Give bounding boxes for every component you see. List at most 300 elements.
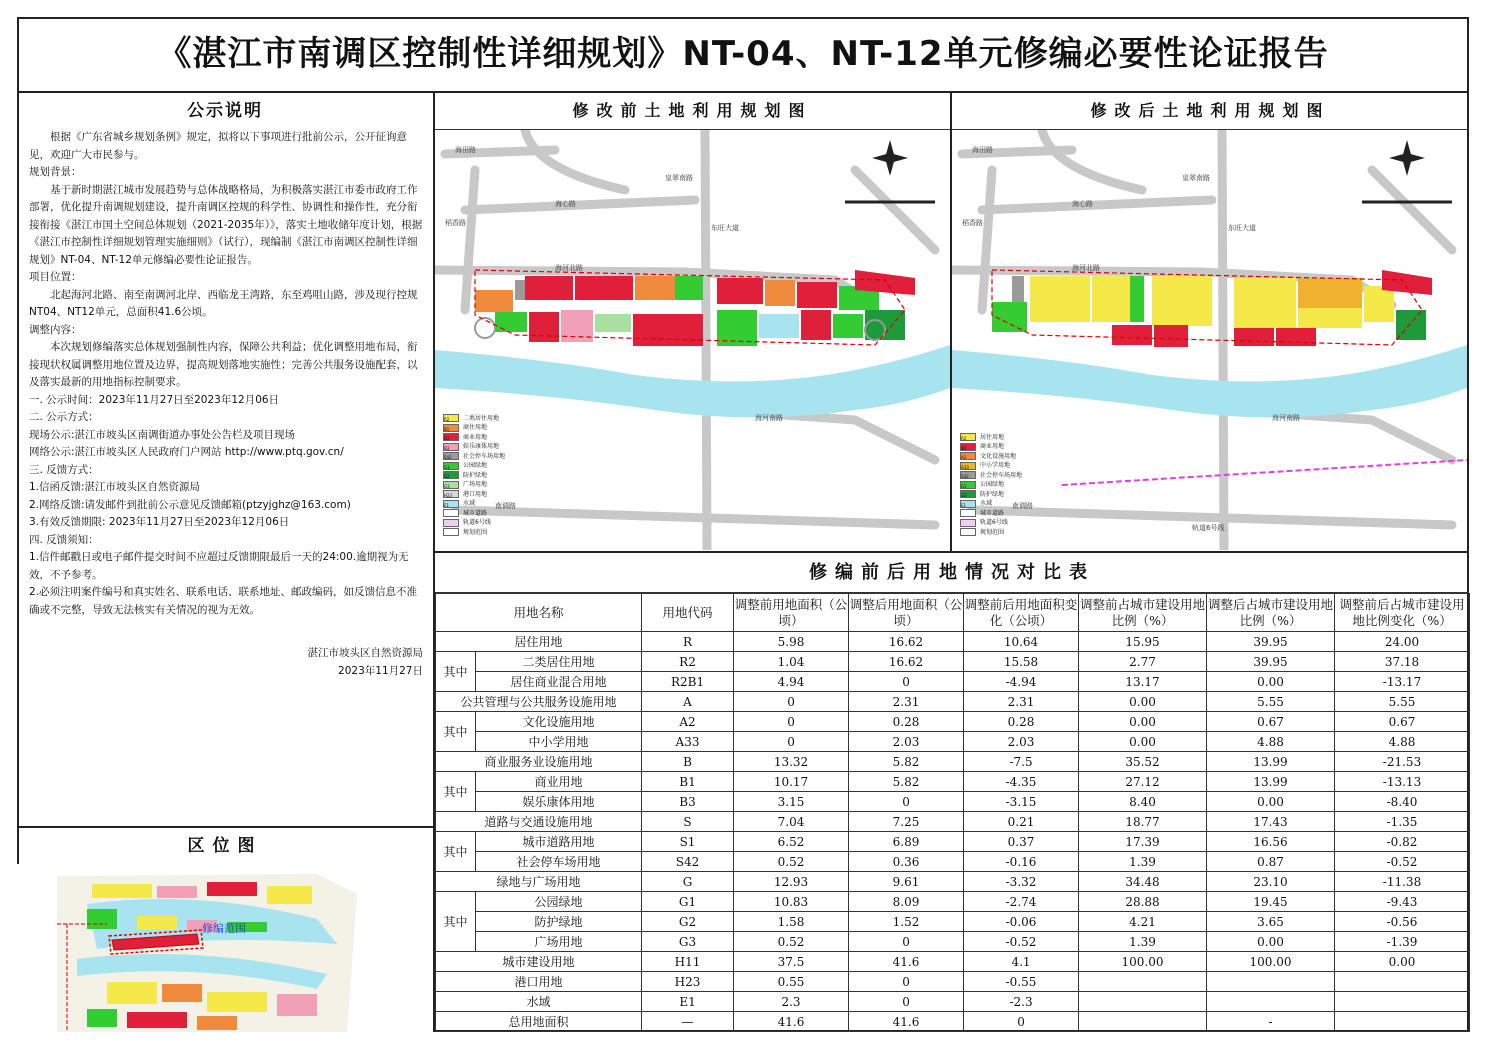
value-cell: 0.28 [849,712,964,732]
left-column [17,93,435,1032]
legend-label: 城市道路 [980,509,1005,517]
value-cell [1079,972,1207,992]
legend-swatch: E1 [960,500,976,508]
value-cell: 8.09 [849,892,964,912]
legend-item [960,480,1022,490]
land-use-name: 总用地面积 [436,1012,642,1032]
value-cell: 0.00 [1335,952,1470,972]
legend-label: 港口用地 [463,490,488,498]
legend-item [443,471,505,481]
legend-swatch [960,519,976,527]
legend-swatch: G1 [443,462,459,470]
value-cell: 2.3 [734,992,849,1012]
value-cell: -3.32 [964,872,1079,892]
comparison-table [435,593,1470,1032]
legend-label: 公园绿地 [463,462,488,469]
legend-item [443,452,505,462]
value-cell: -3.15 [964,792,1079,812]
land-use-code: — [642,1012,734,1032]
legend-swatch: A33 [960,462,976,470]
value-cell: 16.56 [1207,832,1335,852]
sub-group-label: 其中 [436,712,476,752]
legend-label: 中小学用地 [980,462,1011,469]
value-cell: 4.1 [964,952,1079,972]
table-row [436,832,1470,852]
table-row [436,672,1470,692]
legend-swatch: B1 [443,424,459,432]
table-header-cell: 用地代码 [642,594,734,632]
value-cell: 0.37 [964,832,1079,852]
legend-item [960,461,1022,471]
legend-swatch: A2 [960,452,976,460]
legend-item [443,490,505,500]
legend-item [960,442,1022,452]
land-use-name: 道路与交通设施用地 [436,812,642,832]
legend-swatch: B1 [960,443,976,451]
land-use-code: A33 [642,732,734,752]
road-label: 南调路 [1012,502,1033,510]
value-cell: 7.04 [734,812,849,832]
legend-swatch: G3 [443,481,459,489]
notice-paragraph: 现场公示:湛江市坡头区南调街道办事处公告栏及项目现场 [29,428,296,441]
value-cell: 13.17 [1079,672,1207,692]
road-label: 东旺大道 [1228,224,1256,232]
road-label: 南调路 [495,502,516,510]
legend-label: 规划范围 [980,528,1005,536]
land-use-name: 文化设施用地 [476,712,642,732]
value-cell: -1.39 [1335,932,1470,952]
value-cell: 15.58 [964,652,1079,672]
road-label: 海河南路 [1272,414,1300,422]
value-cell: -13.13 [1335,772,1470,792]
legend-label: 商业用地 [980,443,1005,450]
legend-label: 商业用地 [463,433,488,441]
value-cell: 4.88 [1207,732,1335,752]
legend-item [960,471,1022,481]
legend-item [960,509,1022,519]
legend-item [443,518,505,528]
value-cell: 10.17 [734,772,849,792]
legend-label: 公园绿地 [980,481,1005,488]
value-cell: 0.00 [1207,792,1335,812]
legend-item [960,518,1022,528]
value-cell: 4.94 [734,672,849,692]
notice-body [17,129,433,619]
value-cell: 41.6 [849,1012,964,1032]
legend-item [960,433,1022,443]
legend-item [443,528,505,538]
value-cell: -21.53 [1335,752,1470,772]
land-use-code: S1 [642,832,734,852]
sub-group-label: 其中 [436,772,476,812]
sub-group-label: 其中 [436,652,476,692]
land-use-code: G2 [642,912,734,932]
value-cell: 2.03 [964,732,1079,752]
legend-label: 社会停车场用地 [463,452,506,460]
land-use-name: 城市建设用地 [436,952,642,972]
value-cell: 4.21 [1079,912,1207,932]
legend-label: 商住用地 [463,424,488,431]
table-row [436,772,1470,792]
value-cell: 34.48 [1079,872,1207,892]
value-cell: 39.95 [1207,632,1335,652]
land-use-code: S42 [642,852,734,872]
table-row [436,692,1470,712]
notice-paragraph: 2.网络反馈:请发邮件到批前公示意见反馈邮箱(ptzyjghz@163.com) [29,498,351,511]
legend-item [443,499,505,509]
value-cell: 2.31 [849,692,964,712]
legend-label: 轨道6号线 [463,519,491,526]
value-cell: 0.87 [1207,852,1335,872]
notice-paragraph: 根据《广东省城乡规划条例》规定，拟将以下事项进行批前公示，公开征询意见，欢迎广大市民参与。 [29,131,407,161]
legend-label: 水域 [463,500,476,507]
value-cell: 0 [849,972,964,992]
land-use-name: 城市道路用地 [476,832,642,852]
table-row [436,972,1470,992]
notice-paragraph: 1.信件邮戳日或电子邮件提交时间不应超过反馈期限最后一天的24:00.逾期视为无效，不予参考。 [29,551,409,581]
value-cell: 0 [849,992,964,1012]
value-cell: 5.55 [1335,692,1470,712]
table-header-cell: 调整后用地面积（公顷） [849,594,964,632]
value-cell: 13.99 [1207,772,1335,792]
notice-paragraph: 网络公示:湛江市坡头区人民政府门户网站 http://www.ptq.gov.cn/ [29,446,344,458]
sub-group-label: 其中 [436,832,476,872]
value-cell: 37.5 [734,952,849,972]
value-cell: 16.62 [849,652,964,672]
legend-label: 居住用地 [980,433,1005,441]
legend-swatch: B3 [443,443,459,451]
road-label: 海河北路 [555,264,583,272]
value-cell: -4.35 [964,772,1079,792]
legend-swatch: G1 [960,481,976,489]
land-use-code: H23 [642,972,734,992]
legend-swatch [443,519,459,527]
table-header-cell: 调整前占城市建设用地比例（%） [1079,594,1207,632]
land-use-code: R2 [642,652,734,672]
notice-date: 2023年11月27日 [338,664,423,677]
notice-paragraph: 本次规划修编落实总体规划强制性内容，保障公共利益；优化调整用地布局，衔接现状权属调整用地位置及边界，提高规划落地实施性；完善公共服务设施配套，以及落实最新的用地指标控制要求。 [29,341,418,388]
table-row [436,732,1470,752]
value-cell: 23.10 [1207,872,1335,892]
table-row [436,792,1470,812]
value-cell: - [1207,1012,1335,1032]
notice-paragraph: 三. 反馈方式： [29,463,99,476]
value-cell: 0.00 [1207,932,1335,952]
notice-heading: 公示说明 [187,101,263,121]
notice-signature: 湛江市坡头区自然资源局 [307,647,423,659]
value-cell: 12.93 [734,872,849,892]
value-cell: 2.31 [964,692,1079,712]
value-cell: 0 [734,692,849,712]
value-cell [1335,992,1470,1012]
value-cell: 3.65 [1207,912,1335,932]
legend-label: 文化设施用地 [980,452,1017,460]
value-cell: 24.00 [1335,632,1470,652]
legend-item [443,433,505,443]
table-header-cell: 用地名称 [436,594,642,632]
legend-item [443,423,505,433]
table-heading: 修编前后用地情况对比表 [435,551,1469,593]
table-header-cell: 调整前后用地面积变化（公顷） [964,594,1079,632]
value-cell: 6.89 [849,832,964,852]
value-cell: 1.04 [734,652,849,672]
land-use-code: S [642,812,734,832]
land-use-name: 社会停车场用地 [476,852,642,872]
land-use-code: R [642,632,734,652]
legend-swatch: R2 [443,414,459,422]
value-cell: 0.28 [964,712,1079,732]
value-cell: 0 [734,732,849,752]
value-cell: -9.43 [1335,892,1470,912]
table-row [436,952,1470,972]
notice-paragraph: 项目位置： [29,271,82,283]
location-map [17,864,433,1032]
value-cell: -1.35 [1335,812,1470,832]
land-use-name: 娱乐康体用地 [476,792,642,812]
land-use-code: A [642,692,734,712]
value-cell: 0.55 [734,972,849,992]
value-cell: -0.16 [964,852,1079,872]
legend-label: 水域 [980,500,993,507]
value-cell: 17.39 [1079,832,1207,852]
land-use-name: 绿地与广场用地 [436,872,642,892]
notice-paragraph: 3.有效反馈期限: 2023年11月27日至2023年12月06日 [29,516,290,528]
legend-label: 二类居住用地 [463,414,500,422]
value-cell [1079,992,1207,1012]
value-cell: 41.6 [849,952,964,972]
land-use-code: A2 [642,712,734,732]
value-cell: 0 [734,712,849,732]
table-row [436,912,1470,932]
land-use-code: B1 [642,772,734,792]
location-map-label: 修编范围 [202,922,246,935]
legend-label: 防护绿地 [463,471,488,479]
value-cell: 18.77 [1079,812,1207,832]
value-cell: 5.82 [849,752,964,772]
value-cell: -0.52 [964,932,1079,952]
map-before [435,130,950,550]
table-row [436,872,1470,892]
value-cell: 39.95 [1207,652,1335,672]
value-cell: 41.6 [734,1012,849,1032]
value-cell: 0.21 [964,812,1079,832]
road-label: 稻香路 [445,219,466,227]
table-row [436,652,1470,672]
value-cell: 15.95 [1079,632,1207,652]
road-label: 海河南路 [755,414,783,422]
value-cell [1079,1012,1207,1032]
page-title: 《湛江市南调区控制性详细规划》NT-04、NT-12单元修编必要性论证报告 [17,17,1469,93]
value-cell: 37.18 [1335,652,1470,672]
table-row [436,752,1470,772]
legend-label: 社会停车场用地 [980,471,1023,479]
notice-paragraph: 2.必须注明案件编号和真实姓名、联系电话、联系地址、邮政编码，如反馈信息不准确或不完整，导致无法核实有关情况的视为无效。 [29,586,418,616]
land-use-name: 港口用地 [436,972,642,992]
land-use-name: 防护绿地 [476,912,642,932]
legend-swatch: S42 [960,471,976,479]
value-cell: 10.83 [734,892,849,912]
land-use-code: R2B1 [642,672,734,692]
value-cell: 0.52 [734,852,849,872]
legend-label: 广场用地 [463,481,488,488]
notice-paragraph: 四. 反馈须知： [29,533,99,546]
value-cell: 2.03 [849,732,964,752]
land-use-name: 居住用地 [436,632,642,652]
value-cell: 0.00 [1079,732,1207,752]
value-cell: -8.40 [1335,792,1470,812]
value-cell: 0 [964,1012,1079,1032]
value-cell: -2.3 [964,992,1079,1012]
value-cell: 5.82 [849,772,964,792]
table-header-cell: 调整后占城市建设用地比例（%） [1207,594,1335,632]
road-label: 皇翠南路 [1182,174,1210,182]
legend-swatch [443,509,459,517]
land-use-name: 水域 [436,992,642,1012]
value-cell: 100.00 [1207,952,1335,972]
map-after-legend [960,433,1022,538]
map-before-legend [443,414,505,538]
legend-label: 规划范围 [463,528,488,536]
table-header-cell: 调整前用地面积（公顷） [734,594,849,632]
notice-paragraph: 二. 公示方式： [29,411,99,423]
table-row [436,812,1470,832]
legend-item [960,452,1022,462]
legend-swatch: H23 [443,490,459,498]
road-label: 海田路 [455,146,476,154]
value-cell: 1.58 [734,912,849,932]
legend-item [960,490,1022,500]
value-cell: 5.98 [734,632,849,652]
legend-label: 城市道路 [463,509,488,517]
value-cell: -0.52 [1335,852,1470,872]
value-cell: 0.67 [1335,712,1470,732]
value-cell: 19.45 [1207,892,1335,912]
location-map-heading: 区位图 [187,836,263,856]
value-cell: -0.82 [1335,832,1470,852]
legend-swatch: S42 [443,452,459,460]
value-cell: -2.74 [964,892,1079,912]
value-cell [1335,1012,1470,1032]
value-cell [1207,992,1335,1012]
table-row [436,1012,1470,1032]
value-cell: 0 [849,792,964,812]
legend-swatch [960,509,976,517]
land-use-code: G3 [642,932,734,952]
table-row [436,852,1470,872]
road-label: 皇翠南路 [665,174,693,182]
land-use-code: H11 [642,952,734,972]
legend-label: 防护绿地 [980,490,1005,498]
legend-item [443,442,505,452]
value-cell: 0.67 [1207,712,1335,732]
sub-group-label: 其中 [436,892,476,952]
table-row [436,932,1470,952]
land-use-code: E1 [642,992,734,1012]
legend-item [960,499,1022,509]
value-cell [1207,972,1335,992]
value-cell: 5.55 [1207,692,1335,712]
value-cell: -11.38 [1335,872,1470,892]
legend-item [443,509,505,519]
value-cell: 7.25 [849,812,964,832]
value-cell: 6.52 [734,832,849,852]
value-cell: 0.00 [1207,672,1335,692]
value-cell: 0.52 [734,932,849,952]
value-cell: 9.61 [849,872,964,892]
value-cell: 8.40 [1079,792,1207,812]
table-row [436,992,1470,1012]
legend-label: 轨道6号线 [980,519,1008,526]
table-row [436,632,1470,652]
value-cell [1335,972,1470,992]
value-cell: -7.5 [964,752,1079,772]
notice-paragraph: 北起海河北路、南至南调河北岸、西临龙王湾路，东至鸡咀山路，涉及现行控规NT04、NT12单元，总面积41.6公顷。 [29,288,418,318]
land-use-code: B3 [642,792,734,812]
legend-item [443,480,505,490]
notice-paragraph: 一. 公示时间：2023年11月27日至2023年12月06日 [29,393,280,406]
value-cell: 0.36 [849,852,964,872]
legend-swatch: B1 [443,433,459,441]
value-cell: -0.55 [964,972,1079,992]
notice-paragraph: 1.信函反馈:湛江市坡头区自然资源局 [29,481,201,493]
table-row [436,712,1470,732]
value-cell: 17.43 [1207,812,1335,832]
value-cell: 100.00 [1079,952,1207,972]
value-cell: -0.56 [1335,912,1470,932]
road-label: 轨道6号线 [1192,524,1225,532]
value-cell: 28.88 [1079,892,1207,912]
value-cell: 10.64 [964,632,1079,652]
legend-swatch: G2 [960,490,976,498]
map-after-panel [952,93,1469,551]
location-map-section [17,826,433,1034]
land-use-name: 二类居住用地 [476,652,642,672]
legend-swatch [960,528,976,536]
value-cell: 0 [849,932,964,952]
map-after [952,130,1467,550]
legend-swatch: R2 [960,433,976,441]
value-cell: 1.39 [1079,932,1207,952]
land-use-code: B [642,752,734,772]
road-label: 海心路 [1072,200,1093,208]
map-before-heading: 修改前土地利用规划图 [435,93,950,130]
land-use-name: 商业服务业设施用地 [436,752,642,772]
legend-item [443,414,505,424]
table-header-cell: 调整前后占城市建设用地比例变化（%） [1335,594,1470,632]
legend-item [960,528,1022,538]
value-cell: 35.52 [1079,752,1207,772]
value-cell: -4.94 [964,672,1079,692]
table-row [436,892,1470,912]
value-cell: 27.12 [1079,772,1207,792]
legend-swatch: G2 [443,471,459,479]
value-cell: 2.77 [1079,652,1207,672]
value-cell: -0.06 [964,912,1079,932]
value-cell: 0 [849,672,964,692]
road-label: 海心路 [555,200,576,208]
value-cell: 1.52 [849,912,964,932]
road-label: 海河北路 [1072,264,1100,272]
value-cell: 13.99 [1207,752,1335,772]
value-cell: 1.39 [1079,852,1207,872]
notice-paragraph: 基于新时期湛江城市发展趋势与总体战略格局，为积极落实湛江市委市政府工作部署，优化提升南调规划建设，提升南调区控规的科学性、协调性和操作性，充分衔接衔接《湛江市国土空间总体规划（2021-2035年）》，落实土地收储年度计划，根据《湛江市控制性详细规划管理实施细则》（试行），现编制《湛江市南调区控制性详细规划》NT-04、NT-12单元修编必要性论证报告。 [29,183,423,266]
legend-label: 娱乐康体用地 [463,443,500,450]
legend-swatch: E1 [443,500,459,508]
land-use-name: 公共管理与公共服务设施用地 [436,692,642,712]
value-cell: 13.32 [734,752,849,772]
map-before-panel [435,93,952,551]
land-use-name: 中小学用地 [476,732,642,752]
